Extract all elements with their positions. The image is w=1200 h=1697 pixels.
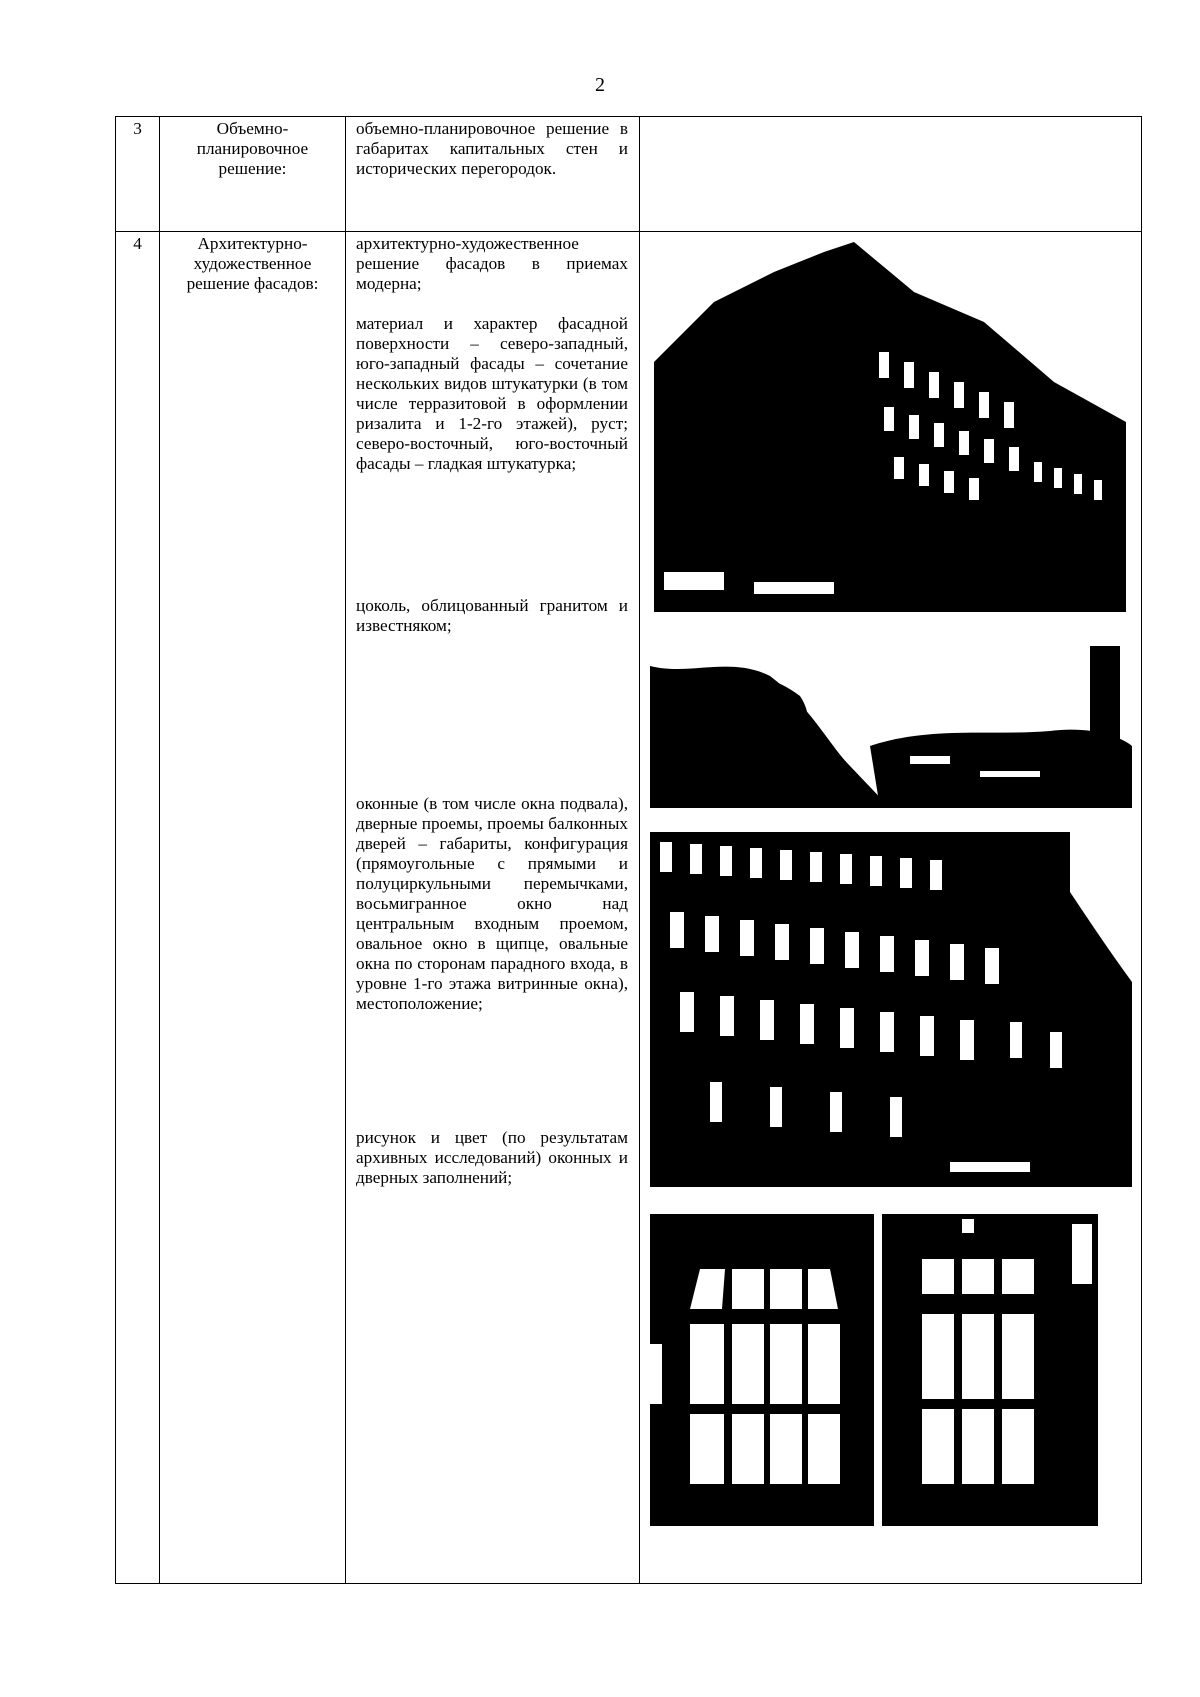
row-title: Архитектурно-художественное решение фасадов: [160, 232, 346, 1584]
photo-cell [640, 232, 1142, 1584]
row-title: Объемно-планировочное решение: [160, 117, 346, 232]
facade-photo [654, 232, 1126, 612]
page-number: 2 [595, 74, 605, 96]
plinth-photo [650, 636, 1132, 808]
row-number: 3 [116, 117, 160, 232]
description-paragraph: архитектурно-художественное решение фасадов в приемах модерна; [356, 234, 628, 293]
photo-cell [640, 117, 1142, 232]
window-infill-photo-right [882, 1214, 1098, 1526]
row-description [346, 117, 640, 232]
description-paragraph: рисунок и цвет (по результатам архивных исследований) оконных и дверных заполнений; [356, 1128, 628, 1187]
table-row [116, 117, 1142, 232]
description-paragraph: объемно-планировочное решение в габаритах капитальных стен и исторических перегородок. [356, 119, 628, 178]
table-row [116, 232, 1142, 1584]
description-paragraph: цоколь, облицованный гранитом и известняком; [356, 596, 628, 635]
windows-facade-photo [650, 832, 1132, 1187]
description-paragraph: оконные (в том числе окна подвала), дверные проемы, проемы балконных дверей – габариты, конфигурация (прямоугольные с прямыми и полуциркульными перемычками, восьмигранное окно над центральным входным проемом, овальное окно в щипце, овальные окна по сторонам парадного входа, в уровне 1-го этажа витринные окна), местоположение; [356, 794, 628, 1013]
description-paragraph: материал и характер фасадной поверхности – северо-западный, юго-западный фасады – сочетание нескольких видов штукатурки (в том числе терразитовой в оформлении ризалита и 1-2-го этажей), руст; северо-восточный, юго-восточный фасады – гладкая штукатурка; [356, 314, 628, 473]
row-number: 4 [116, 232, 160, 1584]
row-description [346, 232, 640, 1584]
window-infill-photo-left [650, 1214, 874, 1526]
protected-features-table [115, 116, 1142, 1584]
